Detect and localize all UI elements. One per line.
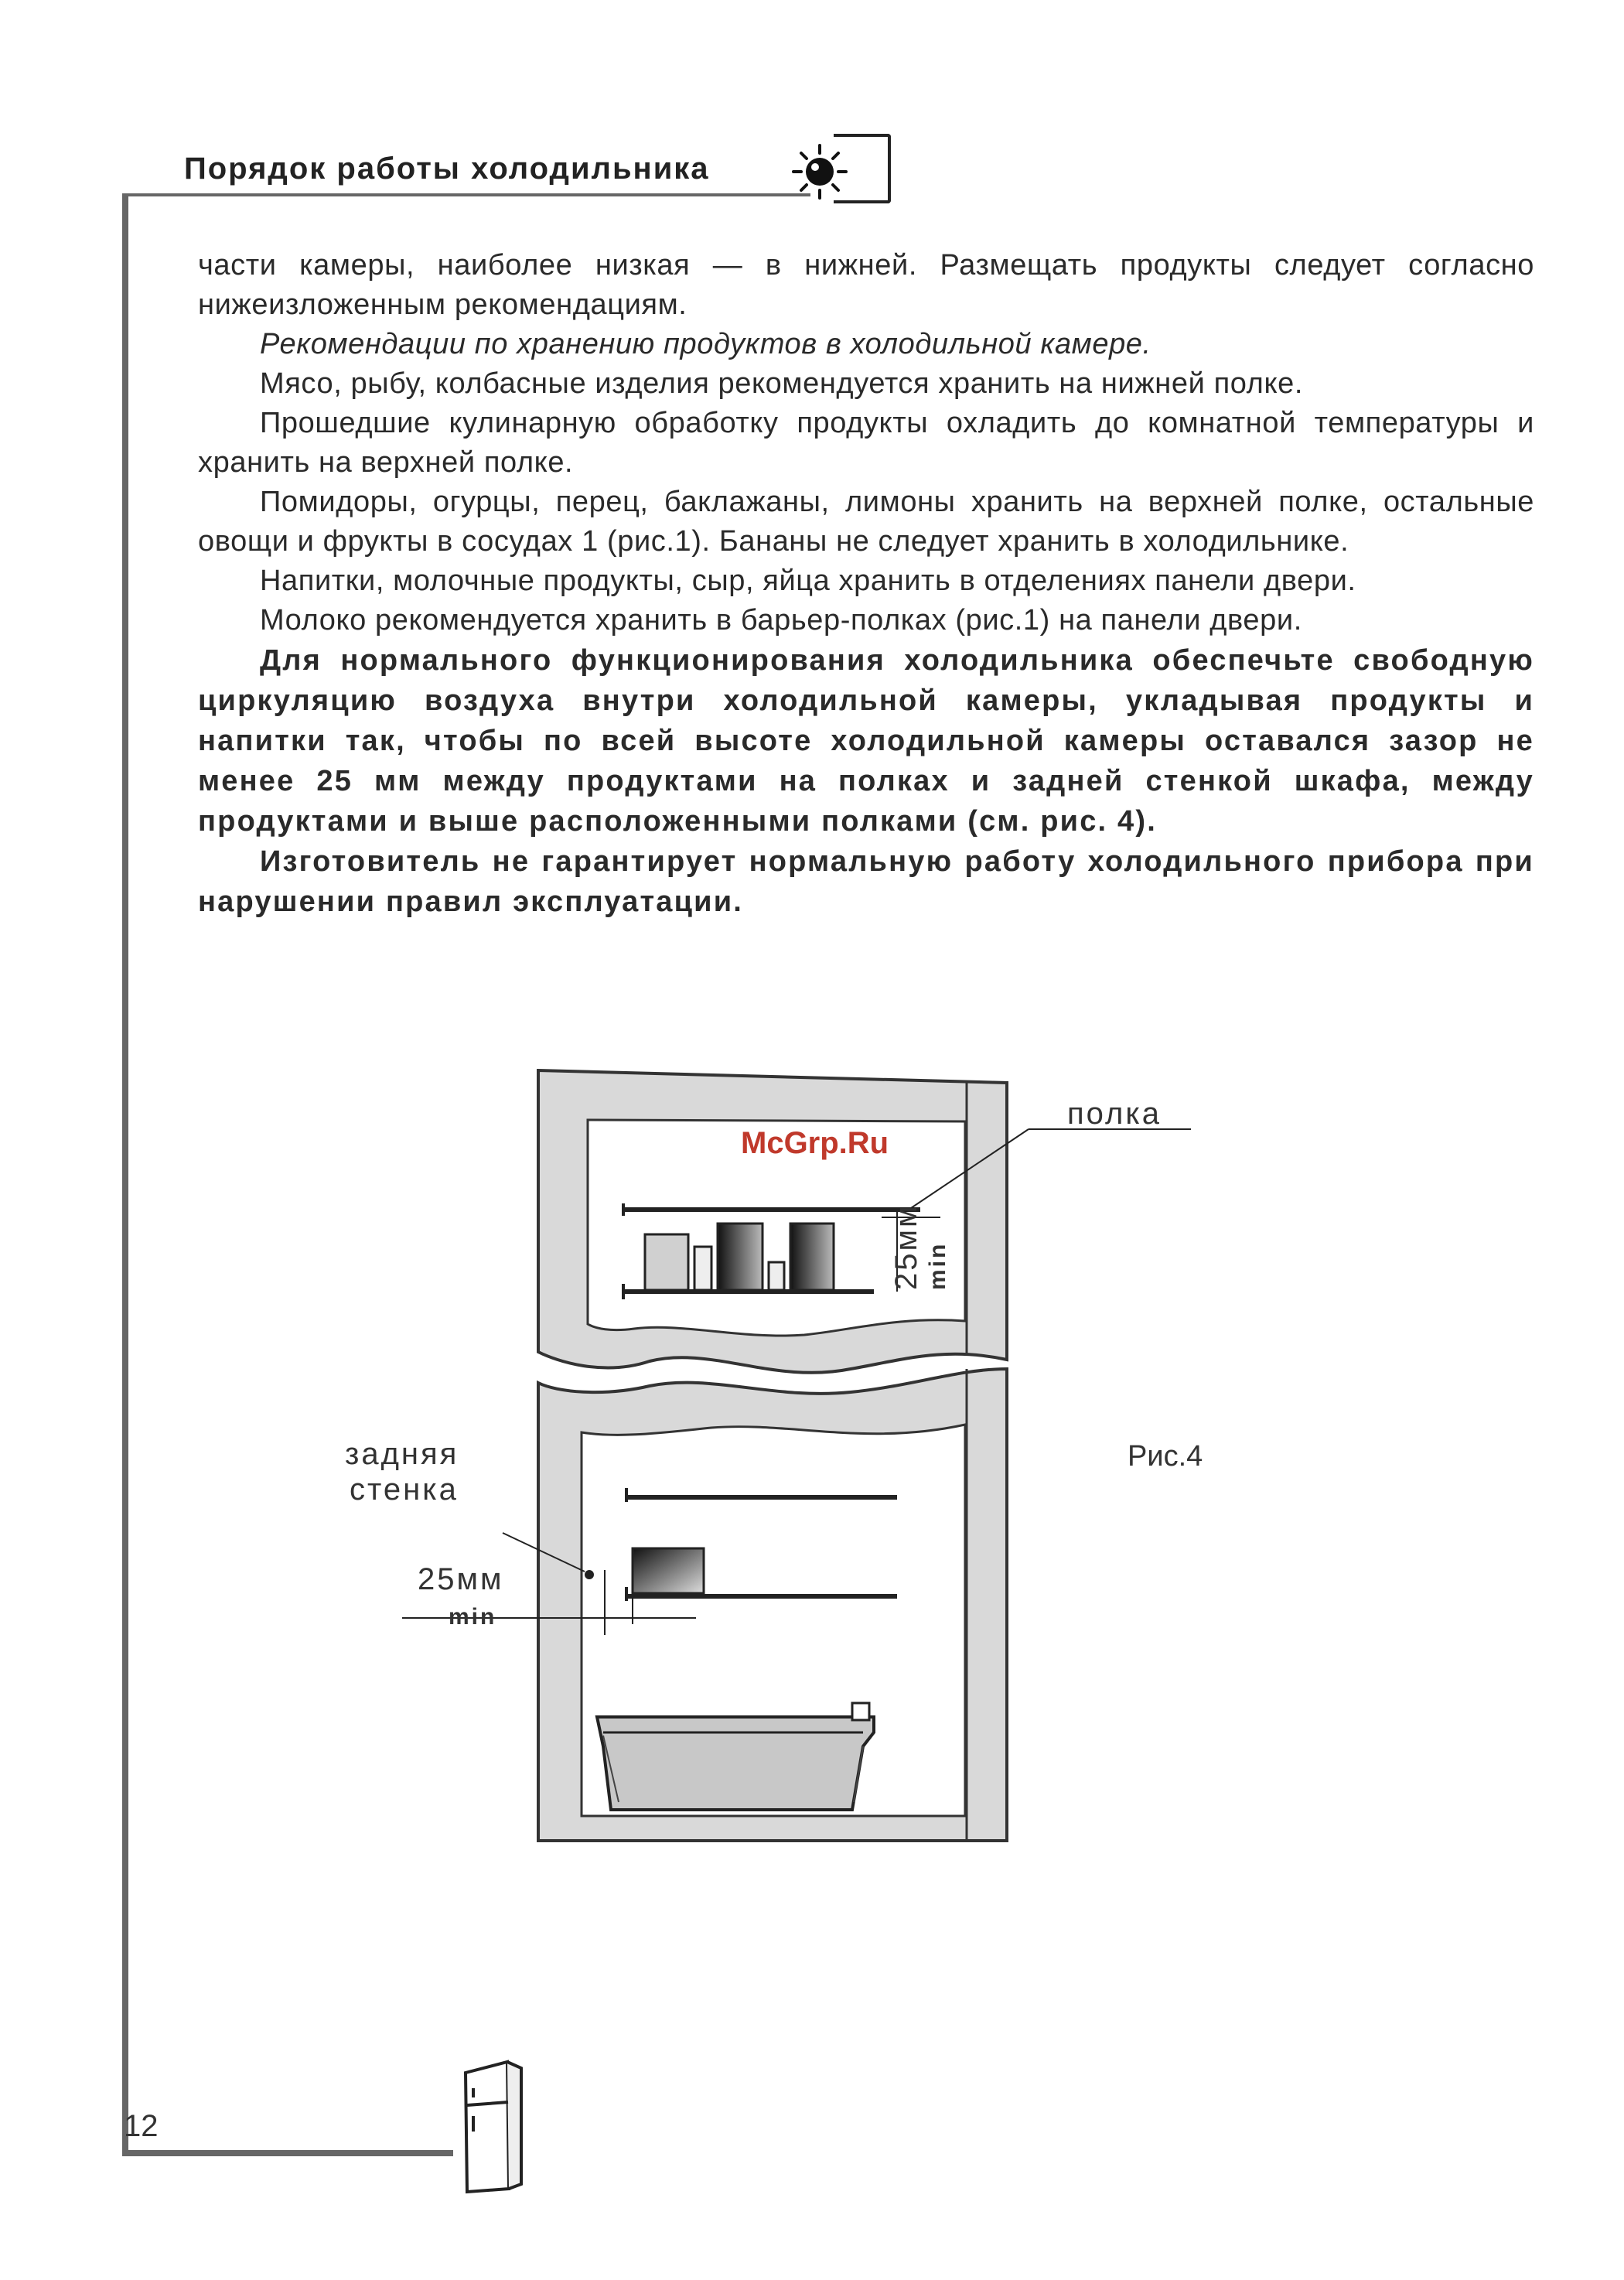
figure-caption: Рис.4 bbox=[1128, 1440, 1203, 1473]
label-gap-side-unit: min bbox=[449, 1604, 497, 1630]
paragraph-6: Напитки, молочные продукты, сыр, яйца хранить в отделениях панели двери. bbox=[260, 565, 1356, 597]
page-header-title: Порядок работы холодильника bbox=[184, 152, 710, 186]
footer-rule bbox=[122, 2150, 453, 2156]
product-box-3 bbox=[718, 1224, 763, 1290]
paragraph-3: Мясо, рыбу, колбасные изделия рекомендуется хранить на нижней полке. bbox=[260, 367, 1303, 400]
paragraph-5: Помидоры, огурцы, перец, баклажаны, лимоны хранить на верхней полке, остальные овощи и фрукты в сосудах 1 (рис.1). Бананы не следует хранить в холодильнике. bbox=[198, 486, 1534, 558]
page-number: 12 bbox=[124, 2109, 159, 2143]
paragraph-7: Молоко рекомендуется хранить в барьер-полках (рис.1) на панели двери. bbox=[260, 604, 1302, 637]
label-shelf: полка bbox=[1067, 1097, 1162, 1131]
left-margin-rule bbox=[122, 193, 128, 2152]
paragraph-2: Рекомендации по хранению продуктов в холодильной камере. bbox=[260, 328, 1151, 360]
paragraph-4: Прошедшие кулинарную обработку продукты охладить до комнатной температуры и хранить на верхней полке. bbox=[198, 407, 1534, 479]
product-box-2 bbox=[694, 1247, 711, 1290]
product-box-4 bbox=[769, 1262, 784, 1290]
paragraph-8: Для нормального функционирования холодильника обеспечьте свободную циркуляцию воздуха внутри холодильной камеры, укладывая продукты и напитки так, чтобы по всей высоте холодильной камеры оставался зазор не менее 25 мм между продуктами на полках и задней стенкой шкафа, между продуктами и выше расположенными полками (см. рис. 4). bbox=[198, 644, 1534, 838]
label-back-wall-line1: задняя bbox=[345, 1437, 459, 1471]
product-box-1 bbox=[645, 1234, 688, 1290]
crisper-drawer bbox=[597, 1717, 874, 1810]
header-rule bbox=[122, 193, 810, 196]
body-text bbox=[198, 246, 1534, 922]
label-gap-top-value: 25мм bbox=[889, 1203, 923, 1290]
product-box-5 bbox=[790, 1224, 834, 1290]
paragraph-1: части камеры, наиболее низкая — в нижней. Размещать продукты следует согласно нижеизложенным рекомендациям. bbox=[198, 249, 1534, 321]
fridge-icon bbox=[461, 2057, 526, 2196]
label-back-wall-line2: стенка bbox=[350, 1473, 459, 1507]
label-gap-top-unit: min bbox=[925, 1241, 950, 1290]
product-box-6 bbox=[633, 1548, 704, 1593]
snowflake-sun-icon bbox=[789, 139, 851, 201]
label-gap-side-value: 25мм bbox=[418, 1562, 504, 1596]
paragraph-9: Изготовитель не гарантирует нормальную работу холодильного прибора при нарушении правил эксплуатации. bbox=[198, 845, 1534, 918]
watermark: McGrp.Ru bbox=[741, 1126, 889, 1160]
